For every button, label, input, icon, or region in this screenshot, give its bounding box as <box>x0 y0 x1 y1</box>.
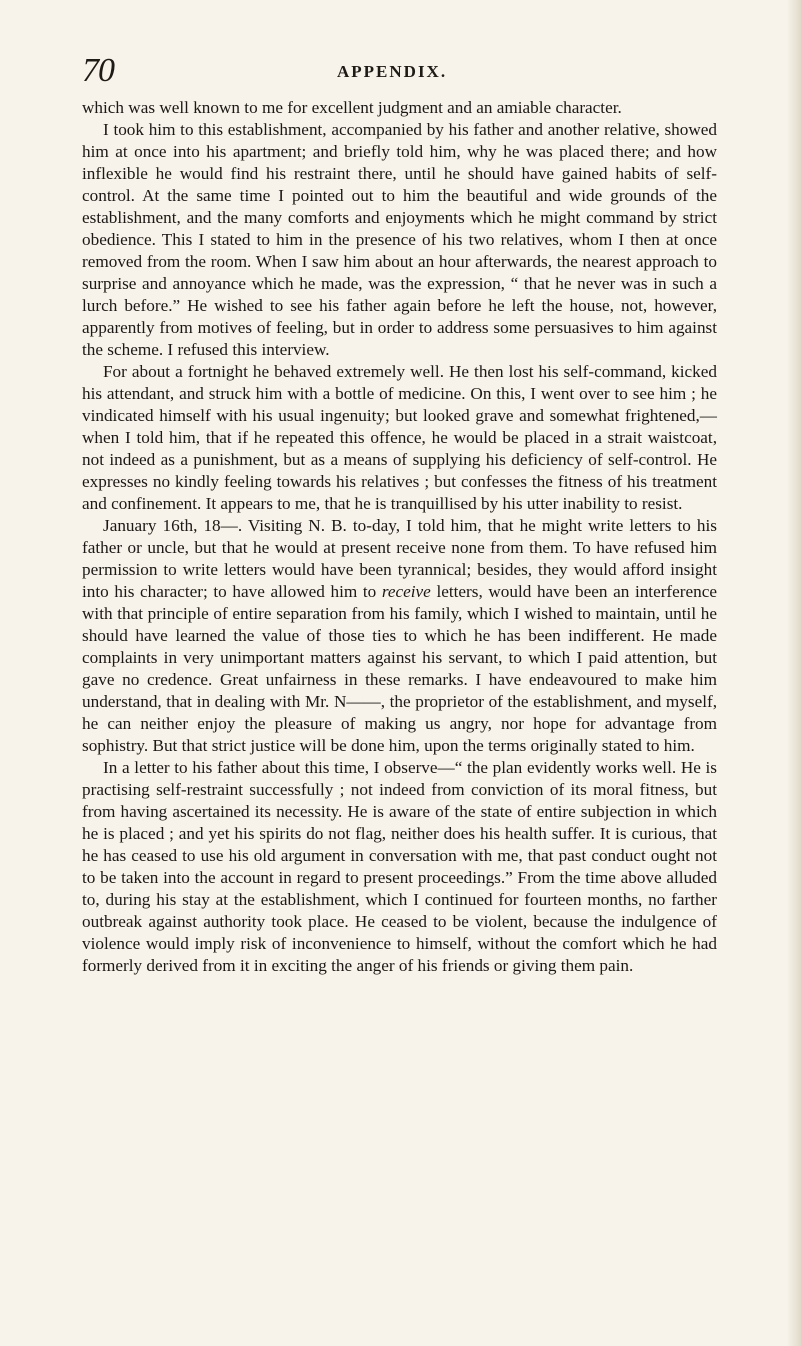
italic-receive: receive <box>381 582 431 601</box>
paragraph-fortnight: For about a fortnight he behaved extremely well. He then lost his self-command, kicked his attendant, and struck him with a bottle of medicine. On this, I went over to see him ; he vindicated himself with his usual ingenuity; but looked grave and somewhat frightened,—when I told him, that if he repeated this offence, he would be placed in a strait waistcoat, not indeed as a punishment, but as a means of supplying his deficiency of self-control. He expresses no kindly feeling towards his relatives ; but confesses the fitness of his treatment and confinement. It appears to me, that he is tranquillised by his utter inability to resist. <box>82 362 717 513</box>
page-edge-shadow <box>787 0 801 1346</box>
paragraph-january-letters <box>82 515 717 757</box>
paragraph-letter-to-father: In a letter to his father about this time, I observe—“ the plan evidently works well. He is practising self-restraint successfully ; not indeed from conviction of its moral fitness, but from having ascertained its necessity. He is aware of the state of entire subjection in which he is placed ; and yet his spirits do not flag, neither does his health suffer. It is curious, that he has ceased to use his old argument in conversation with me, that past conduct ought not to be taken into the account in regard to present proceedings.” From the time above alluded to, during his stay at the establishment, which I continued for fourteen months, no farther outbreak against authority took place. He ceased to be violent, because the indulgence of violence would imply risk of inconvenience to himself, without the comfort which he had formerly derived from it in exciting the anger of his friends or giving them pain. <box>82 758 717 975</box>
paragraph-january-continued: letters, would have been an interference with that principle of entire separation from his family, which I wished to maintain, until he should have learned the value of those ties to which he has been indifferent. He made complaints in very unimportant matters against his servant, to which I paid attention, but gave no credence. Great unfairness in these remarks. I have endeavoured to make him understand, that in dealing with Mr. N——, the proprietor of the establishment, and myself, he can neither enjoy the pleasure of making us angry, nor hope for advantage from sophistry. But that strict justice will be done him, upon the terms originally stated to him. <box>82 582 717 755</box>
page-number: 70 <box>82 52 114 89</box>
body-text <box>82 97 717 977</box>
paragraph-establishment: I took him to this establishment, accompanied by his father and another relative, showed him at once into his apartment; and briefly told him, why he was placed there; and how inflexible he would find his restraint there, until he should have gained habits of self-control. At the same time I pointed out to him the beautiful and wide grounds of the establishment, and the many comforts and enjoyments which he might command by strict obedience. This I stated to him in the presence of his two relatives, whom I then at once removed from the room. When I saw him about an hour afterwards, the nearest approach to surprise and annoyance which he made, was the expression, “ that he never was in such a lurch before.” He wished to see his father again before he left the house, not, however, apparently from motives of feeling, but in order to address some persuasives to him against the scheme. I refused this interview. <box>82 120 717 359</box>
paragraph-continuation: which was well known to me for excellent judgment and an amiable character. <box>82 98 622 117</box>
paragraph-january-text: January 16th, 18—. Visiting N. B. to-day, I told him, that he might write letters to his father or uncle, but that he would at present receive none from them. To have refused him permission to write letters would have been tyrannical; besides, they would afford insight into his character; to have allowed him to <box>82 516 717 601</box>
running-head <box>82 52 722 92</box>
running-title: APPENDIX. <box>337 62 448 81</box>
